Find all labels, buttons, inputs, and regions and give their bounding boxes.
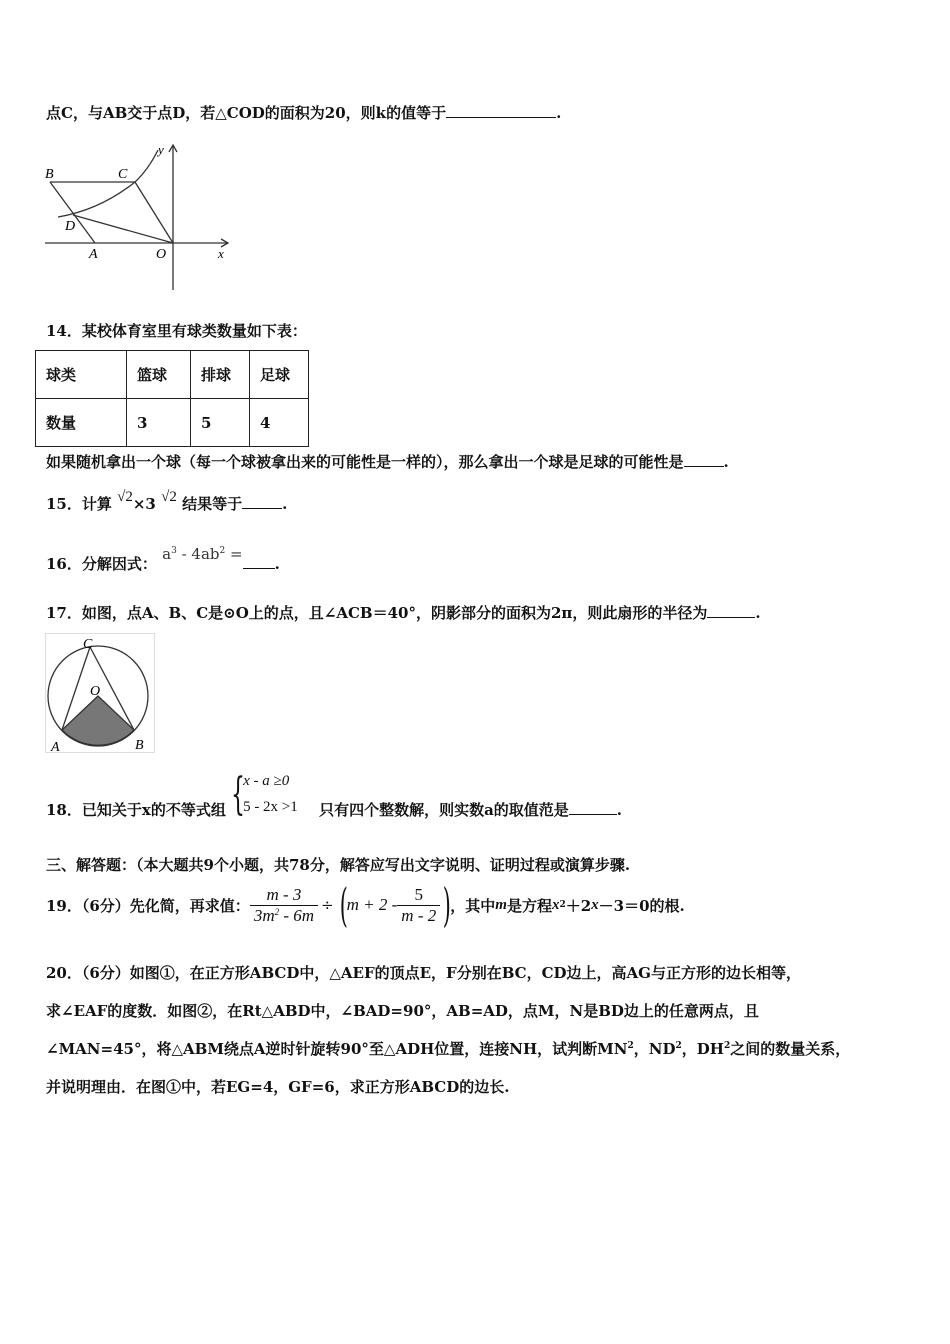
figure-17-circle [45, 633, 157, 755]
table-cell: 4 [250, 399, 309, 447]
q20-line-2: 求∠EAF的度数．如图②，在Rt△ABD中，∠BAD=90°，AB=AD，点M，N是BD边上的任意两点，且 [46, 1002, 759, 1020]
q20-line-1: 20．（6分）如图①，在正方形ABCD中，△AEF的顶点E，F分别在BC，CD边上，高AG与正方形的边长相等， [46, 964, 801, 982]
fig13-label-d: D [65, 219, 76, 234]
table-row [36, 351, 309, 399]
inequality-system [231, 769, 319, 820]
q18-text: 18．已知关于x的不等式组 { x - a ≥0 5 - 2x >1 只有四个整数解，则实数a的取值范是 . [46, 769, 623, 820]
q13-text: 点C，与AB交于点D，若△COD的面积为20，则k的值等于 . [46, 104, 562, 122]
q20-line-3: ∠MAN=45°，将△ABM绕点A逆时针旋转90°至△ADH位置，连接NH，试判断$MN^2$，$ND^2$，$DH^2$之间的数量关系， [46, 1040, 851, 1058]
fig13-label-c: C [118, 167, 128, 182]
table-cell: 数量 [36, 399, 127, 447]
answer-blank [242, 494, 282, 509]
fig13-label-a: A [89, 247, 98, 262]
ball-count-table [35, 350, 309, 447]
sqrt-expression: √2 [117, 489, 133, 505]
fig17-label-b: B [135, 738, 144, 753]
inequality-2: 5 - 2x >1 [243, 799, 298, 815]
table-header-cell: 球类 [36, 351, 127, 399]
q14-question: 如果随机拿出一个球（每一个球被拿出来的可能性是一样的），那么拿出一个球是足球的可能性是 . [46, 453, 729, 471]
table-cell: 3 [127, 399, 191, 447]
fig13-label-y: y [158, 142, 164, 157]
answer-blank [569, 800, 617, 815]
q15-text: 15．计算 √2×3 √2 结果等于 . [46, 489, 288, 513]
table-header-cell: 排球 [191, 351, 250, 399]
fraction-1: $\frac{m - 3}{3m^2 - 6m}$ [250, 885, 318, 926]
q14-stem: 14．某校体育室里有球类数量如下表： [46, 322, 307, 340]
table-cell: 5 [191, 399, 250, 447]
answer-blank [446, 103, 556, 118]
q17-text: 17．如图，点A、B、C是⊙O上的点，且∠ACB＝40°，阴影部分的面积为2π，则此扇形的半径为 . [46, 604, 761, 622]
table-row [36, 399, 309, 447]
table-header-cell: 足球 [250, 351, 309, 399]
fig17-label-a: A [51, 740, 60, 755]
answer-blank [707, 603, 755, 618]
fig17-label-c: C [83, 637, 93, 652]
inequality-1: x - a ≥0 [243, 773, 290, 789]
q20-line-4: 并说明理由．在图①中，若EG=4，GF=6，求正方形ABCD的边长. [46, 1078, 510, 1096]
table-header-cell: 篮球 [127, 351, 191, 399]
factor-expression: $a^3 - 4ab^2$ = [162, 545, 243, 563]
q16-text: 16．分解因式： $a^3 - 4ab^2$ =. [46, 545, 280, 573]
right-paren: ) [443, 878, 452, 932]
left-brace: { [231, 769, 246, 820]
sqrt-expression: √2 [161, 489, 177, 505]
answer-blank [243, 554, 275, 569]
figure-13-graph [40, 140, 240, 295]
left-paren: ( [339, 878, 348, 932]
answer-blank [684, 452, 724, 467]
q19-text: 19．（6分）先化简，再求值： $\frac{m - 3}{3m^2 - 6m}$ ÷ ( m + 2 - $\frac{5}{m - 2}$ ) ，其中 m 是方程 x 2 ＋2 x －3＝0的根. [46, 878, 685, 932]
fig13-label-b: B [45, 167, 54, 182]
fig13-label-x: x [218, 246, 224, 261]
fraction-2: $\frac{5}{m - 2}$ [397, 885, 440, 926]
section-3-heading: 三、解答题：（本大题共9个小题，共78分，解答应写出文字说明、证明过程或演算步骤. [46, 856, 631, 874]
fig13-label-o: O [156, 247, 167, 262]
fig17-label-o: O [90, 684, 101, 699]
